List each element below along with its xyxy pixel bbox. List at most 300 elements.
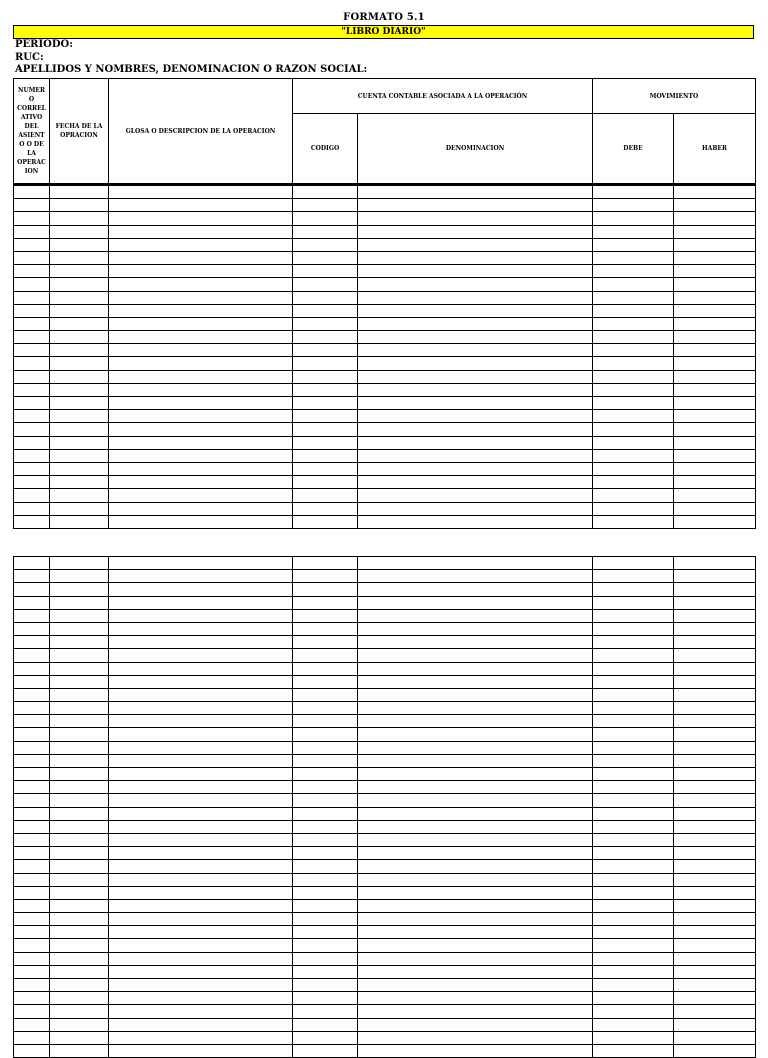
cell-numero[interactable] bbox=[14, 1005, 50, 1018]
cell-haber[interactable] bbox=[674, 225, 756, 238]
cell-glosa[interactable] bbox=[109, 899, 293, 912]
cell-codigo[interactable] bbox=[293, 185, 358, 199]
cell-debe[interactable] bbox=[593, 291, 674, 304]
cell-debe[interactable] bbox=[593, 820, 674, 833]
cell-haber[interactable] bbox=[674, 715, 756, 728]
cell-fecha[interactable] bbox=[50, 212, 109, 225]
cell-numero[interactable] bbox=[14, 515, 50, 528]
cell-debe[interactable] bbox=[593, 383, 674, 396]
cell-codigo[interactable] bbox=[293, 304, 358, 317]
cell-codigo[interactable] bbox=[293, 807, 358, 820]
cell-codigo[interactable] bbox=[293, 952, 358, 965]
cell-numero[interactable] bbox=[14, 847, 50, 860]
cell-numero[interactable] bbox=[14, 1031, 50, 1044]
cell-codigo[interactable] bbox=[293, 847, 358, 860]
cell-debe[interactable] bbox=[593, 636, 674, 649]
cell-glosa[interactable] bbox=[109, 649, 293, 662]
cell-debe[interactable] bbox=[593, 754, 674, 767]
cell-denominacion[interactable] bbox=[358, 952, 593, 965]
cell-fecha[interactable] bbox=[50, 992, 109, 1005]
cell-debe[interactable] bbox=[593, 768, 674, 781]
cell-denominacion[interactable] bbox=[358, 423, 593, 436]
cell-haber[interactable] bbox=[674, 807, 756, 820]
cell-codigo[interactable] bbox=[293, 979, 358, 992]
cell-haber[interactable] bbox=[674, 596, 756, 609]
cell-numero[interactable] bbox=[14, 675, 50, 688]
cell-fecha[interactable] bbox=[50, 807, 109, 820]
cell-codigo[interactable] bbox=[293, 344, 358, 357]
cell-denominacion[interactable] bbox=[358, 291, 593, 304]
cell-fecha[interactable] bbox=[50, 899, 109, 912]
cell-numero[interactable] bbox=[14, 317, 50, 330]
cell-haber[interactable] bbox=[674, 515, 756, 528]
cell-glosa[interactable] bbox=[109, 370, 293, 383]
cell-haber[interactable] bbox=[674, 913, 756, 926]
cell-debe[interactable] bbox=[593, 317, 674, 330]
cell-fecha[interactable] bbox=[50, 185, 109, 199]
cell-haber[interactable] bbox=[674, 794, 756, 807]
cell-numero[interactable] bbox=[14, 265, 50, 278]
cell-glosa[interactable] bbox=[109, 833, 293, 846]
cell-denominacion[interactable] bbox=[358, 741, 593, 754]
cell-fecha[interactable] bbox=[50, 557, 109, 570]
cell-debe[interactable] bbox=[593, 570, 674, 583]
cell-denominacion[interactable] bbox=[358, 662, 593, 675]
cell-debe[interactable] bbox=[593, 1031, 674, 1044]
cell-codigo[interactable] bbox=[293, 662, 358, 675]
cell-debe[interactable] bbox=[593, 649, 674, 662]
cell-fecha[interactable] bbox=[50, 794, 109, 807]
cell-fecha[interactable] bbox=[50, 383, 109, 396]
cell-denominacion[interactable] bbox=[358, 436, 593, 449]
cell-codigo[interactable] bbox=[293, 317, 358, 330]
cell-codigo[interactable] bbox=[293, 278, 358, 291]
cell-fecha[interactable] bbox=[50, 781, 109, 794]
cell-denominacion[interactable] bbox=[358, 397, 593, 410]
cell-denominacion[interactable] bbox=[358, 344, 593, 357]
cell-fecha[interactable] bbox=[50, 238, 109, 251]
cell-denominacion[interactable] bbox=[358, 636, 593, 649]
cell-debe[interactable] bbox=[593, 344, 674, 357]
cell-numero[interactable] bbox=[14, 860, 50, 873]
cell-debe[interactable] bbox=[593, 397, 674, 410]
cell-codigo[interactable] bbox=[293, 820, 358, 833]
cell-fecha[interactable] bbox=[50, 317, 109, 330]
cell-debe[interactable] bbox=[593, 702, 674, 715]
cell-numero[interactable] bbox=[14, 952, 50, 965]
cell-debe[interactable] bbox=[593, 489, 674, 502]
cell-numero[interactable] bbox=[14, 291, 50, 304]
cell-debe[interactable] bbox=[593, 370, 674, 383]
cell-fecha[interactable] bbox=[50, 939, 109, 952]
cell-numero[interactable] bbox=[14, 768, 50, 781]
cell-glosa[interactable] bbox=[109, 515, 293, 528]
cell-debe[interactable] bbox=[593, 992, 674, 1005]
cell-glosa[interactable] bbox=[109, 596, 293, 609]
cell-haber[interactable] bbox=[674, 304, 756, 317]
cell-glosa[interactable] bbox=[109, 1031, 293, 1044]
cell-haber[interactable] bbox=[674, 636, 756, 649]
cell-denominacion[interactable] bbox=[358, 886, 593, 899]
cell-numero[interactable] bbox=[14, 807, 50, 820]
cell-debe[interactable] bbox=[593, 238, 674, 251]
cell-haber[interactable] bbox=[674, 370, 756, 383]
cell-codigo[interactable] bbox=[293, 781, 358, 794]
cell-fecha[interactable] bbox=[50, 436, 109, 449]
cell-fecha[interactable] bbox=[50, 357, 109, 370]
cell-debe[interactable] bbox=[593, 952, 674, 965]
cell-codigo[interactable] bbox=[293, 675, 358, 688]
cell-fecha[interactable] bbox=[50, 1018, 109, 1031]
cell-denominacion[interactable] bbox=[358, 199, 593, 212]
cell-haber[interactable] bbox=[674, 781, 756, 794]
cell-haber[interactable] bbox=[674, 820, 756, 833]
cell-haber[interactable] bbox=[674, 847, 756, 860]
cell-glosa[interactable] bbox=[109, 715, 293, 728]
cell-debe[interactable] bbox=[593, 596, 674, 609]
cell-denominacion[interactable] bbox=[358, 688, 593, 701]
cell-debe[interactable] bbox=[593, 675, 674, 688]
cell-numero[interactable] bbox=[14, 636, 50, 649]
cell-debe[interactable] bbox=[593, 225, 674, 238]
cell-haber[interactable] bbox=[674, 926, 756, 939]
cell-fecha[interactable] bbox=[50, 820, 109, 833]
cell-denominacion[interactable] bbox=[358, 913, 593, 926]
cell-codigo[interactable] bbox=[293, 265, 358, 278]
cell-glosa[interactable] bbox=[109, 860, 293, 873]
cell-numero[interactable] bbox=[14, 622, 50, 635]
cell-debe[interactable] bbox=[593, 741, 674, 754]
cell-haber[interactable] bbox=[674, 185, 756, 199]
cell-codigo[interactable] bbox=[293, 423, 358, 436]
cell-numero[interactable] bbox=[14, 423, 50, 436]
cell-debe[interactable] bbox=[593, 583, 674, 596]
cell-fecha[interactable] bbox=[50, 886, 109, 899]
cell-fecha[interactable] bbox=[50, 728, 109, 741]
cell-codigo[interactable] bbox=[293, 436, 358, 449]
cell-numero[interactable] bbox=[14, 781, 50, 794]
cell-glosa[interactable] bbox=[109, 847, 293, 860]
cell-numero[interactable] bbox=[14, 251, 50, 264]
cell-haber[interactable] bbox=[674, 1005, 756, 1018]
cell-glosa[interactable] bbox=[109, 383, 293, 396]
cell-codigo[interactable] bbox=[293, 860, 358, 873]
cell-fecha[interactable] bbox=[50, 913, 109, 926]
cell-codigo[interactable] bbox=[293, 992, 358, 1005]
cell-debe[interactable] bbox=[593, 728, 674, 741]
cell-denominacion[interactable] bbox=[358, 557, 593, 570]
cell-debe[interactable] bbox=[593, 449, 674, 462]
cell-glosa[interactable] bbox=[109, 807, 293, 820]
cell-numero[interactable] bbox=[14, 462, 50, 475]
cell-denominacion[interactable] bbox=[358, 331, 593, 344]
cell-fecha[interactable] bbox=[50, 344, 109, 357]
cell-denominacion[interactable] bbox=[358, 1005, 593, 1018]
cell-numero[interactable] bbox=[14, 383, 50, 396]
cell-denominacion[interactable] bbox=[358, 768, 593, 781]
cell-debe[interactable] bbox=[593, 622, 674, 635]
cell-glosa[interactable] bbox=[109, 557, 293, 570]
cell-debe[interactable] bbox=[593, 807, 674, 820]
cell-fecha[interactable] bbox=[50, 370, 109, 383]
cell-glosa[interactable] bbox=[109, 462, 293, 475]
cell-codigo[interactable] bbox=[293, 251, 358, 264]
cell-haber[interactable] bbox=[674, 886, 756, 899]
cell-debe[interactable] bbox=[593, 715, 674, 728]
cell-fecha[interactable] bbox=[50, 583, 109, 596]
cell-numero[interactable] bbox=[14, 344, 50, 357]
cell-fecha[interactable] bbox=[50, 847, 109, 860]
cell-codigo[interactable] bbox=[293, 1018, 358, 1031]
cell-fecha[interactable] bbox=[50, 489, 109, 502]
cell-denominacion[interactable] bbox=[358, 609, 593, 622]
cell-haber[interactable] bbox=[674, 199, 756, 212]
cell-numero[interactable] bbox=[14, 913, 50, 926]
cell-debe[interactable] bbox=[593, 1005, 674, 1018]
cell-glosa[interactable] bbox=[109, 304, 293, 317]
cell-codigo[interactable] bbox=[293, 449, 358, 462]
cell-glosa[interactable] bbox=[109, 1018, 293, 1031]
cell-debe[interactable] bbox=[593, 502, 674, 515]
cell-codigo[interactable] bbox=[293, 331, 358, 344]
cell-haber[interactable] bbox=[674, 291, 756, 304]
cell-haber[interactable] bbox=[674, 265, 756, 278]
cell-glosa[interactable] bbox=[109, 583, 293, 596]
cell-glosa[interactable] bbox=[109, 397, 293, 410]
cell-denominacion[interactable] bbox=[358, 715, 593, 728]
cell-denominacion[interactable] bbox=[358, 212, 593, 225]
cell-haber[interactable] bbox=[674, 1044, 756, 1057]
cell-denominacion[interactable] bbox=[358, 449, 593, 462]
cell-fecha[interactable] bbox=[50, 609, 109, 622]
cell-debe[interactable] bbox=[593, 886, 674, 899]
cell-numero[interactable] bbox=[14, 715, 50, 728]
cell-denominacion[interactable] bbox=[358, 781, 593, 794]
cell-numero[interactable] bbox=[14, 702, 50, 715]
cell-fecha[interactable] bbox=[50, 702, 109, 715]
cell-fecha[interactable] bbox=[50, 741, 109, 754]
cell-fecha[interactable] bbox=[50, 675, 109, 688]
cell-denominacion[interactable] bbox=[358, 410, 593, 423]
cell-debe[interactable] bbox=[593, 847, 674, 860]
cell-denominacion[interactable] bbox=[358, 185, 593, 199]
cell-debe[interactable] bbox=[593, 515, 674, 528]
cell-numero[interactable] bbox=[14, 304, 50, 317]
cell-glosa[interactable] bbox=[109, 781, 293, 794]
cell-debe[interactable] bbox=[593, 979, 674, 992]
cell-fecha[interactable] bbox=[50, 410, 109, 423]
cell-numero[interactable] bbox=[14, 609, 50, 622]
cell-codigo[interactable] bbox=[293, 636, 358, 649]
cell-haber[interactable] bbox=[674, 331, 756, 344]
cell-fecha[interactable] bbox=[50, 926, 109, 939]
cell-glosa[interactable] bbox=[109, 952, 293, 965]
cell-fecha[interactable] bbox=[50, 476, 109, 489]
cell-debe[interactable] bbox=[593, 331, 674, 344]
cell-numero[interactable] bbox=[14, 278, 50, 291]
cell-fecha[interactable] bbox=[50, 449, 109, 462]
cell-haber[interactable] bbox=[674, 489, 756, 502]
cell-haber[interactable] bbox=[674, 397, 756, 410]
cell-fecha[interactable] bbox=[50, 662, 109, 675]
cell-codigo[interactable] bbox=[293, 728, 358, 741]
cell-denominacion[interactable] bbox=[358, 317, 593, 330]
cell-debe[interactable] bbox=[593, 557, 674, 570]
cell-haber[interactable] bbox=[674, 741, 756, 754]
cell-haber[interactable] bbox=[674, 423, 756, 436]
cell-glosa[interactable] bbox=[109, 794, 293, 807]
cell-glosa[interactable] bbox=[109, 913, 293, 926]
cell-haber[interactable] bbox=[674, 622, 756, 635]
cell-glosa[interactable] bbox=[109, 238, 293, 251]
cell-codigo[interactable] bbox=[293, 768, 358, 781]
cell-denominacion[interactable] bbox=[358, 965, 593, 978]
cell-codigo[interactable] bbox=[293, 741, 358, 754]
cell-fecha[interactable] bbox=[50, 570, 109, 583]
cell-codigo[interactable] bbox=[293, 397, 358, 410]
cell-denominacion[interactable] bbox=[358, 622, 593, 635]
cell-fecha[interactable] bbox=[50, 965, 109, 978]
cell-codigo[interactable] bbox=[293, 1005, 358, 1018]
cell-denominacion[interactable] bbox=[358, 583, 593, 596]
cell-denominacion[interactable] bbox=[358, 278, 593, 291]
cell-haber[interactable] bbox=[674, 768, 756, 781]
cell-codigo[interactable] bbox=[293, 570, 358, 583]
cell-haber[interactable] bbox=[674, 344, 756, 357]
cell-numero[interactable] bbox=[14, 873, 50, 886]
cell-glosa[interactable] bbox=[109, 436, 293, 449]
cell-codigo[interactable] bbox=[293, 939, 358, 952]
cell-glosa[interactable] bbox=[109, 265, 293, 278]
cell-debe[interactable] bbox=[593, 662, 674, 675]
cell-fecha[interactable] bbox=[50, 622, 109, 635]
cell-glosa[interactable] bbox=[109, 979, 293, 992]
cell-debe[interactable] bbox=[593, 410, 674, 423]
cell-numero[interactable] bbox=[14, 557, 50, 570]
cell-numero[interactable] bbox=[14, 886, 50, 899]
cell-glosa[interactable] bbox=[109, 199, 293, 212]
cell-glosa[interactable] bbox=[109, 820, 293, 833]
cell-numero[interactable] bbox=[14, 794, 50, 807]
cell-haber[interactable] bbox=[674, 357, 756, 370]
cell-numero[interactable] bbox=[14, 370, 50, 383]
cell-numero[interactable] bbox=[14, 502, 50, 515]
cell-glosa[interactable] bbox=[109, 636, 293, 649]
cell-haber[interactable] bbox=[674, 609, 756, 622]
cell-numero[interactable] bbox=[14, 449, 50, 462]
cell-denominacion[interactable] bbox=[358, 357, 593, 370]
cell-debe[interactable] bbox=[593, 873, 674, 886]
cell-numero[interactable] bbox=[14, 238, 50, 251]
cell-codigo[interactable] bbox=[293, 370, 358, 383]
cell-denominacion[interactable] bbox=[358, 370, 593, 383]
cell-glosa[interactable] bbox=[109, 873, 293, 886]
cell-denominacion[interactable] bbox=[358, 515, 593, 528]
cell-numero[interactable] bbox=[14, 899, 50, 912]
cell-glosa[interactable] bbox=[109, 331, 293, 344]
cell-codigo[interactable] bbox=[293, 649, 358, 662]
cell-fecha[interactable] bbox=[50, 688, 109, 701]
cell-fecha[interactable] bbox=[50, 304, 109, 317]
cell-haber[interactable] bbox=[674, 965, 756, 978]
cell-numero[interactable] bbox=[14, 754, 50, 767]
cell-fecha[interactable] bbox=[50, 515, 109, 528]
cell-denominacion[interactable] bbox=[358, 596, 593, 609]
cell-codigo[interactable] bbox=[293, 199, 358, 212]
cell-codigo[interactable] bbox=[293, 212, 358, 225]
cell-fecha[interactable] bbox=[50, 502, 109, 515]
cell-fecha[interactable] bbox=[50, 397, 109, 410]
cell-numero[interactable] bbox=[14, 583, 50, 596]
cell-numero[interactable] bbox=[14, 436, 50, 449]
cell-haber[interactable] bbox=[674, 899, 756, 912]
cell-fecha[interactable] bbox=[50, 649, 109, 662]
cell-codigo[interactable] bbox=[293, 622, 358, 635]
cell-numero[interactable] bbox=[14, 979, 50, 992]
cell-haber[interactable] bbox=[674, 570, 756, 583]
cell-codigo[interactable] bbox=[293, 754, 358, 767]
cell-codigo[interactable] bbox=[293, 489, 358, 502]
cell-haber[interactable] bbox=[674, 873, 756, 886]
cell-fecha[interactable] bbox=[50, 291, 109, 304]
cell-codigo[interactable] bbox=[293, 926, 358, 939]
cell-debe[interactable] bbox=[593, 357, 674, 370]
cell-haber[interactable] bbox=[674, 251, 756, 264]
cell-fecha[interactable] bbox=[50, 1031, 109, 1044]
cell-fecha[interactable] bbox=[50, 754, 109, 767]
cell-codigo[interactable] bbox=[293, 383, 358, 396]
cell-denominacion[interactable] bbox=[358, 926, 593, 939]
cell-debe[interactable] bbox=[593, 609, 674, 622]
cell-haber[interactable] bbox=[674, 662, 756, 675]
cell-denominacion[interactable] bbox=[358, 979, 593, 992]
cell-denominacion[interactable] bbox=[358, 489, 593, 502]
cell-haber[interactable] bbox=[674, 502, 756, 515]
cell-numero[interactable] bbox=[14, 476, 50, 489]
cell-fecha[interactable] bbox=[50, 715, 109, 728]
cell-fecha[interactable] bbox=[50, 1005, 109, 1018]
cell-haber[interactable] bbox=[674, 1018, 756, 1031]
cell-numero[interactable] bbox=[14, 688, 50, 701]
cell-glosa[interactable] bbox=[109, 225, 293, 238]
cell-glosa[interactable] bbox=[109, 688, 293, 701]
cell-denominacion[interactable] bbox=[358, 225, 593, 238]
cell-numero[interactable] bbox=[14, 833, 50, 846]
cell-denominacion[interactable] bbox=[358, 251, 593, 264]
cell-haber[interactable] bbox=[674, 688, 756, 701]
cell-debe[interactable] bbox=[593, 212, 674, 225]
cell-fecha[interactable] bbox=[50, 833, 109, 846]
cell-numero[interactable] bbox=[14, 570, 50, 583]
cell-debe[interactable] bbox=[593, 833, 674, 846]
cell-codigo[interactable] bbox=[293, 515, 358, 528]
cell-denominacion[interactable] bbox=[358, 860, 593, 873]
cell-glosa[interactable] bbox=[109, 291, 293, 304]
cell-numero[interactable] bbox=[14, 225, 50, 238]
cell-numero[interactable] bbox=[14, 992, 50, 1005]
cell-glosa[interactable] bbox=[109, 502, 293, 515]
cell-fecha[interactable] bbox=[50, 952, 109, 965]
cell-denominacion[interactable] bbox=[358, 939, 593, 952]
cell-debe[interactable] bbox=[593, 794, 674, 807]
cell-codigo[interactable] bbox=[293, 965, 358, 978]
cell-debe[interactable] bbox=[593, 278, 674, 291]
cell-denominacion[interactable] bbox=[358, 873, 593, 886]
cell-fecha[interactable] bbox=[50, 860, 109, 873]
cell-fecha[interactable] bbox=[50, 596, 109, 609]
cell-haber[interactable] bbox=[674, 860, 756, 873]
cell-glosa[interactable] bbox=[109, 741, 293, 754]
